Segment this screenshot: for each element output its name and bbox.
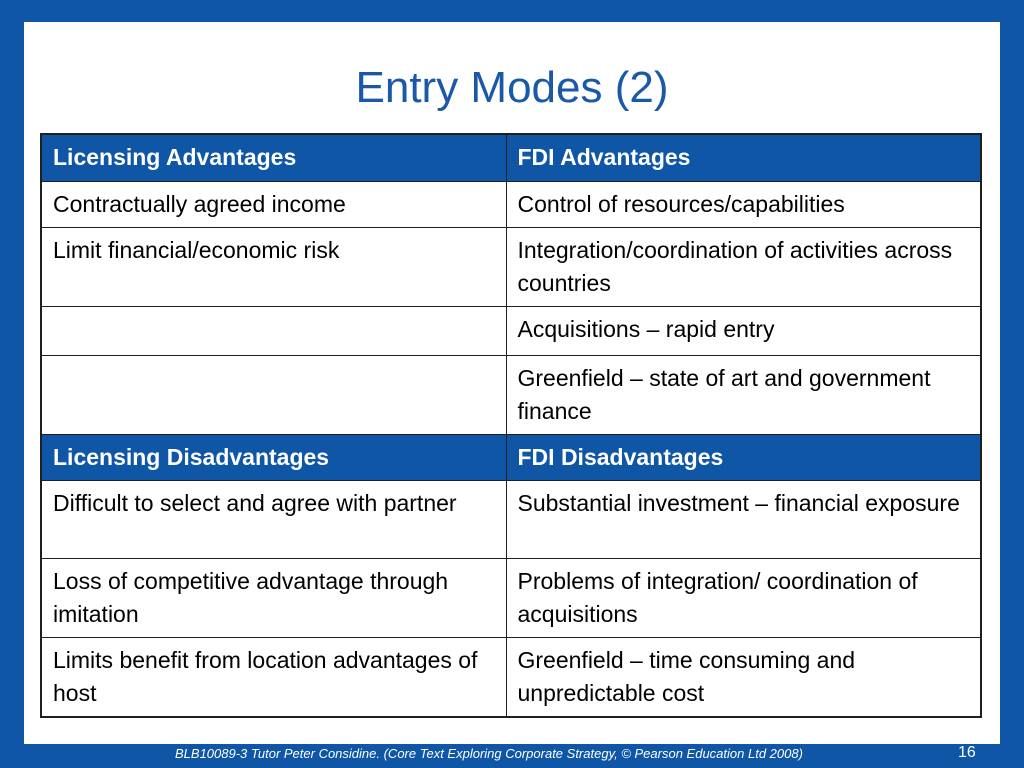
table-row bbox=[41, 480, 981, 558]
header-cell-licensing-disadvantages: Licensing Disadvantages bbox=[41, 434, 506, 480]
table-row bbox=[41, 558, 981, 637]
header-cell-fdi-disadvantages: FDI Disadvantages bbox=[506, 434, 981, 480]
slide-title: Entry Modes (2) bbox=[355, 63, 669, 112]
table-header-row-advantages bbox=[41, 134, 981, 181]
table-cell: Integration/coordination of activities across countries bbox=[506, 227, 981, 306]
header-cell-licensing-advantages: Licensing Advantages bbox=[41, 134, 506, 181]
table-cell: Limit financial/economic risk bbox=[41, 227, 506, 306]
table-cell: Greenfield – state of art and government finance bbox=[506, 355, 981, 434]
table-row bbox=[41, 181, 981, 227]
table-row bbox=[41, 637, 981, 717]
table-row bbox=[41, 227, 981, 306]
table-cell: Substantial investment – financial exposure bbox=[506, 480, 981, 558]
table-row bbox=[41, 306, 981, 355]
table-cell bbox=[41, 306, 506, 355]
table-header-row-disadvantages bbox=[41, 434, 981, 480]
entry-modes-table bbox=[40, 133, 982, 718]
table-cell: Difficult to select and agree with partner bbox=[41, 480, 506, 558]
table-cell bbox=[41, 355, 506, 434]
table-cell: Acquisitions – rapid entry bbox=[506, 306, 981, 355]
table-cell: Problems of integration/ coordination of acquisitions bbox=[506, 558, 981, 637]
table-cell: Control of resources/capabilities bbox=[506, 181, 981, 227]
table-cell: Greenfield – time consuming and unpredictable cost bbox=[506, 637, 981, 717]
footer-credit: BLB10089-3 Tutor Peter Considine. (Core Text Exploring Corporate Strategy, © Pearson Education Ltd 2008) bbox=[175, 746, 803, 761]
table-cell: Loss of competitive advantage through imitation bbox=[41, 558, 506, 637]
table-cell: Contractually agreed income bbox=[41, 181, 506, 227]
table-cell: Limits benefit from location advantages of host bbox=[41, 637, 506, 717]
header-cell-fdi-advantages: FDI Advantages bbox=[506, 134, 981, 181]
slide-footer bbox=[0, 742, 1024, 768]
page-number: 16 bbox=[958, 744, 976, 761]
table-row bbox=[41, 355, 981, 434]
